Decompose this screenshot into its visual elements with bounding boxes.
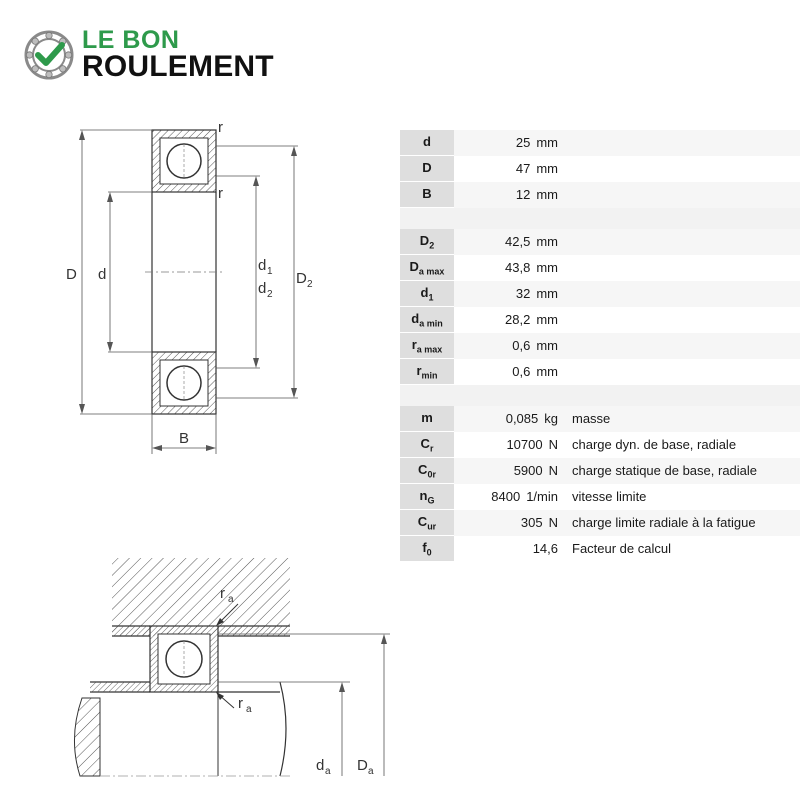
- spec-key: d: [400, 130, 454, 156]
- spec-row-Cur: [400, 510, 800, 536]
- label-d2-sub: 2: [267, 289, 273, 300]
- spec-value: 0,6 mm: [454, 359, 564, 385]
- spec-value: 42,5 mm: [454, 229, 564, 255]
- spec-row-ra-max: [400, 333, 800, 359]
- label-D2: D: [296, 270, 307, 287]
- label-d2: d: [258, 280, 267, 297]
- spec-value: 25 mm: [454, 130, 564, 156]
- spec-desc: vitesse limite: [564, 484, 800, 510]
- spec-row-Da-max: [400, 255, 800, 281]
- spec-desc: Facteur de calcul: [564, 536, 800, 562]
- spec-desc: charge limite radiale à la fatigue: [564, 510, 800, 536]
- spec-group-dimensions: [400, 130, 800, 229]
- spec-key: $n_G$: [400, 484, 454, 510]
- spec-row-C0r: [400, 458, 800, 484]
- label-ra-bottom: r: [238, 695, 243, 712]
- spec-key: $f_0$: [400, 536, 454, 562]
- spec-value: 305 N: [454, 510, 564, 536]
- label-d: d: [98, 266, 107, 283]
- spec-key: $r_{a max}$: [400, 333, 454, 359]
- brand-line1: LE BON: [82, 26, 180, 54]
- spec-row-nG: [400, 484, 800, 510]
- label-ra-bottom-sub: a: [246, 704, 252, 715]
- spec-desc: masse: [564, 406, 800, 432]
- spec-value: 0,6 mm: [454, 333, 564, 359]
- label-r-top: r: [218, 119, 223, 136]
- spec-value: 47 mm: [454, 156, 564, 182]
- bearing-cross-section-drawing: [60, 118, 330, 458]
- spec-row-B: [400, 182, 800, 208]
- spec-desc: [564, 229, 800, 255]
- spec-key: $r_{min}$: [400, 359, 454, 385]
- label-B: B: [179, 430, 190, 447]
- spec-value: 8400 1/min: [454, 484, 564, 510]
- brand-logo: [22, 26, 302, 86]
- spec-spacer: [400, 385, 800, 407]
- spec-row-f0: [400, 536, 800, 562]
- spec-value: 12 mm: [454, 182, 564, 208]
- spec-key: $d_{a min}$: [400, 307, 454, 333]
- spec-key: m: [400, 406, 454, 432]
- spec-value: 14,6: [454, 536, 564, 562]
- spec-desc: charge statique de base, radiale: [564, 458, 800, 484]
- spec-key: D: [400, 156, 454, 182]
- spec-desc: [564, 359, 800, 385]
- label-ra-top-sub: a: [228, 594, 234, 605]
- spec-group-performance: [400, 406, 800, 562]
- label-Da: D: [357, 757, 368, 774]
- label-r-inner: r: [218, 185, 223, 202]
- spec-value: 43,8 mm: [454, 255, 564, 281]
- spec-group-mounting: [400, 229, 800, 406]
- spec-value: 5900 N: [454, 458, 564, 484]
- bearing-mounting-drawing: [60, 548, 400, 788]
- spec-desc: [564, 182, 800, 208]
- spec-desc: [564, 307, 800, 333]
- spec-key: $C_{ur}$: [400, 510, 454, 536]
- spec-value: 32 mm: [454, 281, 564, 307]
- spec-key: $d_1$: [400, 281, 454, 307]
- spec-key: $D_{a max}$: [400, 255, 454, 281]
- spec-row-r-min: [400, 359, 800, 385]
- spec-desc: [564, 255, 800, 281]
- spec-desc: charge dyn. de base, radiale: [564, 432, 800, 458]
- label-Da-sub: a: [368, 766, 374, 777]
- spec-value: 28,2 mm: [454, 307, 564, 333]
- spec-row-Cr: [400, 432, 800, 458]
- spec-row-d1: [400, 281, 800, 307]
- spec-value: 10700 N: [454, 432, 564, 458]
- spec-row-D2: [400, 229, 800, 255]
- spec-table: [400, 130, 800, 562]
- spec-desc: [564, 281, 800, 307]
- spec-row-da-min: [400, 307, 800, 333]
- spec-key: B: [400, 182, 454, 208]
- label-D2-sub: 2: [307, 279, 313, 290]
- label-ra-top: r: [220, 585, 225, 602]
- spec-key: $D_2$: [400, 229, 454, 255]
- spec-key: $C_r$: [400, 432, 454, 458]
- label-d1-sub: 1: [267, 266, 273, 277]
- spec-desc: [564, 333, 800, 359]
- spec-desc: [564, 130, 800, 156]
- label-D: D: [66, 266, 77, 283]
- spec-spacer: [400, 208, 800, 230]
- spec-row-D: [400, 156, 800, 182]
- check-bearing-logo-icon: [22, 28, 76, 82]
- label-da: d: [316, 757, 325, 774]
- label-d1: d: [258, 257, 267, 274]
- spec-row-m: [400, 406, 800, 432]
- spec-value: 0,085 kg: [454, 406, 564, 432]
- brand-line2: ROULEMENT: [82, 50, 274, 83]
- spec-desc: [564, 156, 800, 182]
- spec-key: $C_{0r}$: [400, 458, 454, 484]
- label-da-sub: a: [325, 766, 331, 777]
- spec-row-d: [400, 130, 800, 156]
